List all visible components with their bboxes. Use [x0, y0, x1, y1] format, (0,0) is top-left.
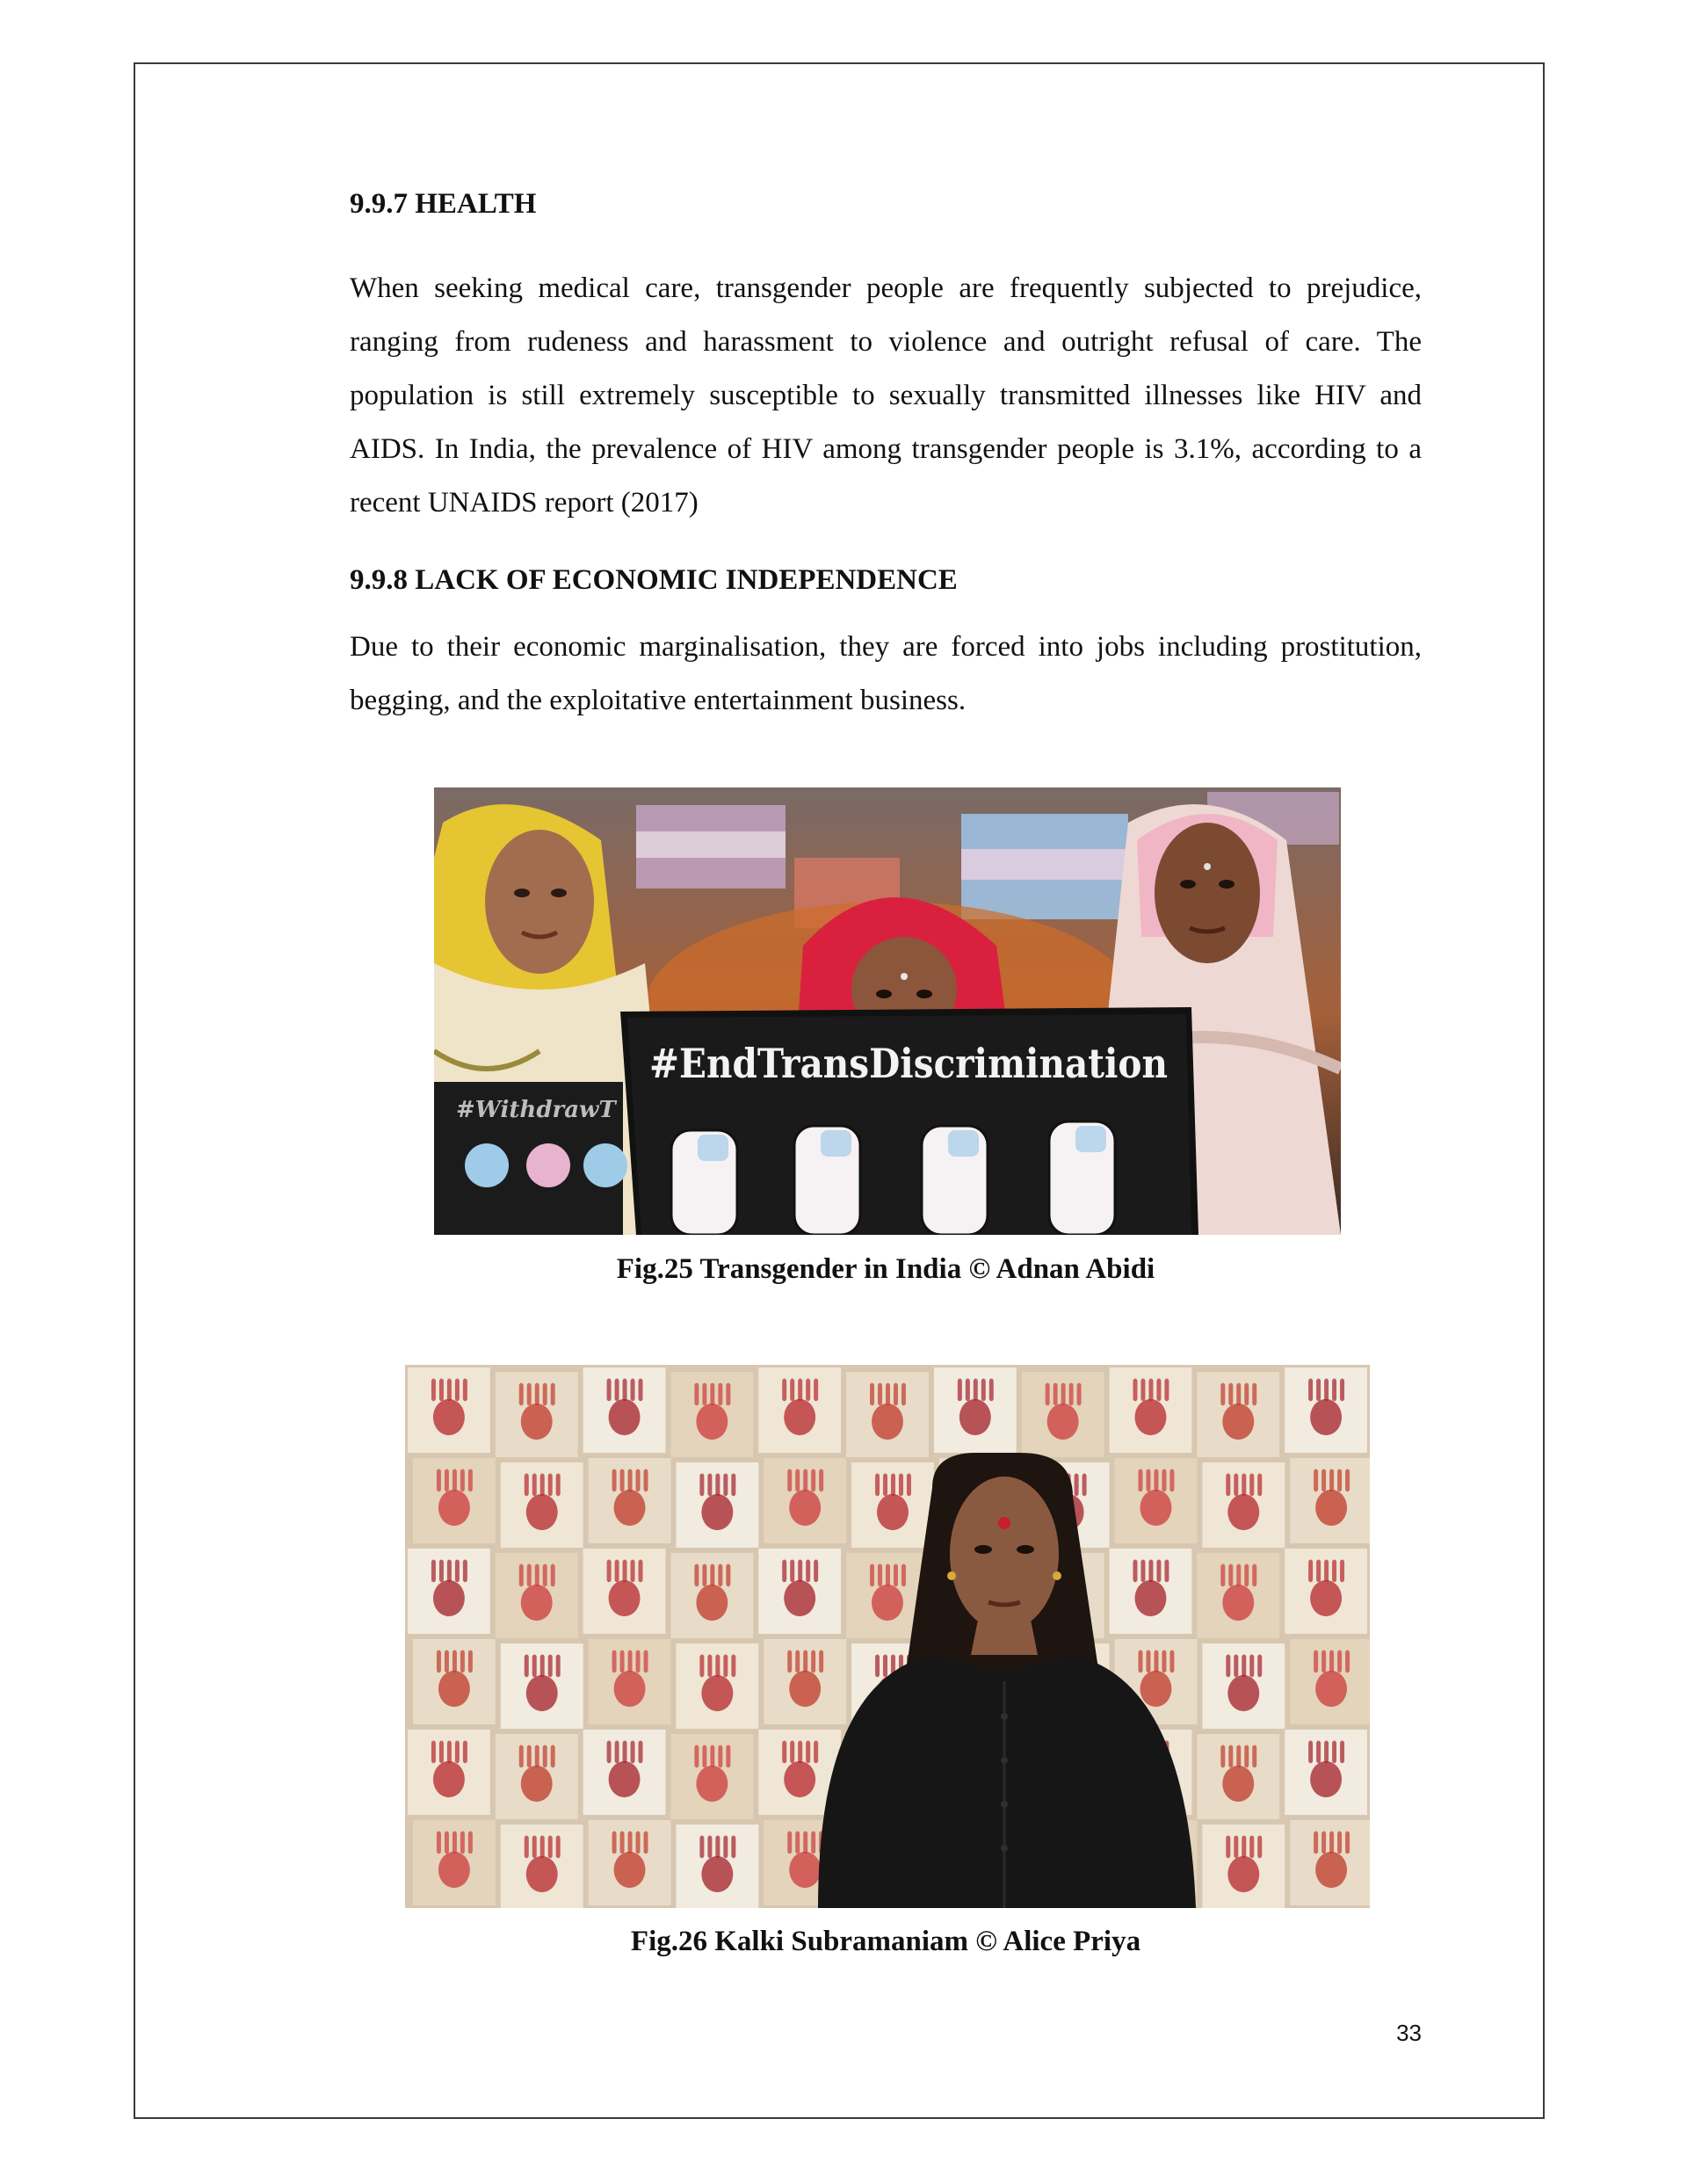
handprint-icon [526, 1856, 558, 1892]
side-placard [434, 1082, 627, 1235]
handprint-icon [1134, 1580, 1166, 1616]
figure-25-photo [434, 787, 1341, 1235]
handprint-icon [521, 1404, 553, 1440]
main-placard [620, 1007, 1198, 1235]
handprint-icon [609, 1761, 641, 1797]
section-heading-health: 9.9.7 HEALTH [350, 188, 537, 220]
handprint-icon [1315, 1671, 1347, 1707]
handprint-icon [789, 1490, 821, 1526]
handprint-icon [1140, 1671, 1171, 1707]
handprint-icon [784, 1580, 815, 1616]
handprint-icon [784, 1399, 815, 1435]
handprint-icon [521, 1766, 553, 1802]
handprint-icon [526, 1494, 558, 1530]
figure-26-caption: Fig.26 Kalki Subramaniam © Alice Priya [630, 1926, 1141, 1957]
handprint-icon [1222, 1404, 1254, 1440]
handprint-icon [433, 1580, 465, 1616]
section-heading-economic-independence: 9.9.8 LACK OF ECONOMIC INDEPENDENCE [350, 564, 958, 596]
handprint-icon [521, 1585, 553, 1621]
handprint-icon [1310, 1761, 1342, 1797]
handprint-icon [1310, 1580, 1342, 1616]
handprint-icon [1222, 1585, 1254, 1621]
handprint-icon [789, 1852, 821, 1888]
handprint-icon [696, 1585, 728, 1621]
handprint-icon [1227, 1494, 1259, 1530]
handprint-icon [701, 1494, 733, 1530]
figure-26-photo [405, 1365, 1370, 1908]
handprint-icon [701, 1675, 733, 1711]
handprint-icon [1315, 1490, 1347, 1526]
handprint-icon [1227, 1675, 1259, 1711]
handprint-icon [1134, 1399, 1166, 1435]
handprint-icon [433, 1399, 465, 1435]
handprint-icon [1140, 1490, 1171, 1526]
protest-photo [434, 787, 1341, 1235]
handprint-icon [438, 1852, 470, 1888]
handprint-icon [1222, 1766, 1254, 1802]
handprint-icon [433, 1761, 465, 1797]
handprint-icon [789, 1671, 821, 1707]
handprint-icon [614, 1490, 646, 1526]
section-body-health: When seeking medical care, transgender people are frequently subjected to prejudice, ranging from rudeness and harassment to violence and outright refusal of care. The population is still extremely susceptible to sexually transmitted illnesses like HIV and AIDS. In India, the prevalence of HIV among transgender people is 3.1%, according to a recent UNAIDS report (2017) [350, 272, 1422, 519]
page-number: 33 [1396, 2020, 1422, 2046]
side-placard-text: #WithdrawT [456, 1097, 616, 1123]
portrait-photo [405, 1365, 1370, 1908]
handprint-icon [784, 1761, 815, 1797]
handprint-icon [877, 1494, 909, 1530]
handprint-icon [438, 1490, 470, 1526]
handprint-icon [696, 1766, 728, 1802]
section-body-economic-independence: Due to their economic marginalisation, they are forced into jobs including prostitution, begging, and the exploitative entertainment business. [350, 631, 1422, 716]
handprint-icon [959, 1399, 991, 1435]
handprint-icon [526, 1675, 558, 1711]
handprint-icon [614, 1671, 646, 1707]
handprint-icon [438, 1671, 470, 1707]
handprint-icon [609, 1580, 641, 1616]
handprint-icon [1227, 1856, 1259, 1892]
handprint-icon [614, 1852, 646, 1888]
handprint-icon [609, 1399, 641, 1435]
figure-25-caption: Fig.25 Transgender in India © Adnan Abidi [616, 1253, 1155, 1285]
handprint-icon [1047, 1404, 1079, 1440]
main-placard-text: #EndTransDiscrimination [649, 1040, 1168, 1087]
handprint-icon [872, 1404, 903, 1440]
handprint-icon [701, 1856, 733, 1892]
handprint-icon [1315, 1852, 1347, 1888]
handprint-icon [696, 1404, 728, 1440]
handprint-icon [1310, 1399, 1342, 1435]
handprint-icon [872, 1585, 903, 1621]
